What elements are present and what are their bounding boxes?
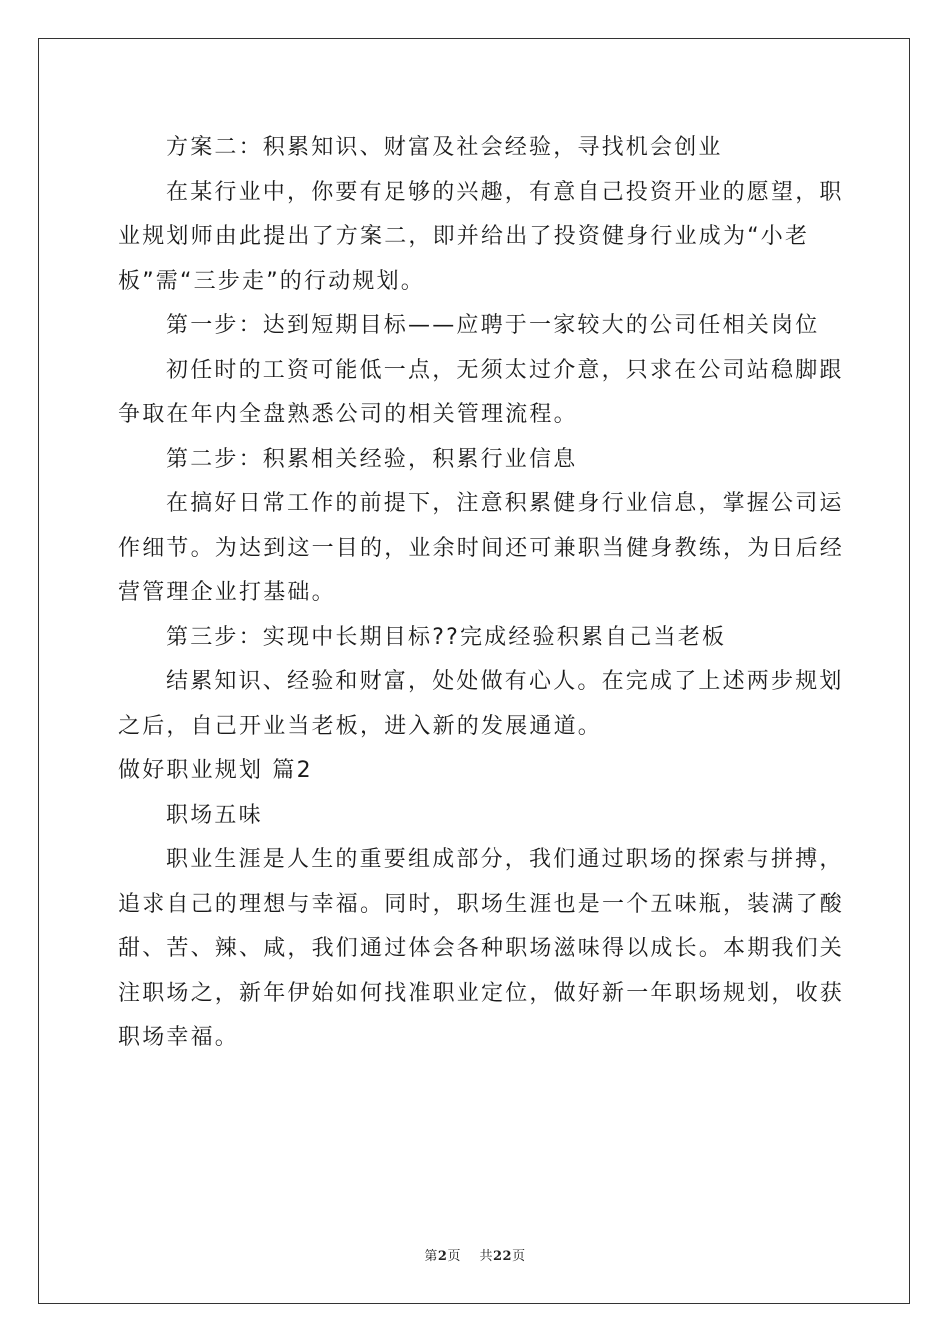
paragraph-line: 第一步：达到短期目标——应聘于一家较大的公司任相关岗位 [166, 313, 820, 338]
paragraph-line: 职场幸福。 [118, 1025, 240, 1050]
document-body [118, 126, 845, 1061]
page-suffix: 页 [447, 1249, 461, 1264]
paragraph-line: 方案二：积累知识、财富及社会经验，寻找机会创业 [166, 135, 723, 160]
paragraph-line: 板”需“三步走”的行动规划。 [118, 268, 425, 294]
paragraph-line: 追求自己的理想与幸福。同时，职场生涯也是一个五味瓶，装满了酸 [118, 891, 845, 917]
paragraph-line: 在搞好日常工作的前提下，注意积累健身行业信息，掌握公司运 [166, 491, 844, 516]
paragraph-line: 营管理企业打基础。 [118, 580, 336, 605]
page-number: 2 [437, 1249, 448, 1264]
paragraph-line: 争取在年内全盘熟悉公司的相关管理流程。 [118, 402, 578, 427]
paragraph-line: 初任时的工资可能低一点，无须太过介意，只求在公司站稳脚跟 [166, 357, 844, 383]
paragraph-line: 之后，自己开业当老板，进入新的发展通道。 [118, 713, 603, 739]
paragraph-line: 结累知识、经验和财富，处处做有心人。在完成了上述两步规划 [166, 669, 844, 694]
paragraph-line: 职业生涯是人生的重要组成部分，我们通过职场的探索与拼搏， [166, 847, 844, 872]
subsection-heading: 职场五味 [166, 802, 263, 828]
total-pages: 22 [493, 1249, 513, 1264]
paragraph-line: 第二步：积累相关经验，积累行业信息 [166, 446, 578, 472]
paragraph-line: 第三步：实现中长期目标??完成经验积累自己当老板 [166, 624, 727, 650]
section-heading: 做好职业规划 篇2 [118, 758, 313, 783]
paragraph-line: 甜、苦、辣、咸，我们通过体会各种职场滋味得以成长。本期我们关 [118, 936, 845, 961]
paragraph-line: 注职场之，新年伊始如何找准职业定位，做好新一年职场规划，收获 [118, 980, 845, 1006]
page-footer [0, 1245, 950, 1264]
paragraph-line: 业规划师由此提出了方案二，即并给出了投资健身行业成为“小老 [118, 224, 810, 249]
total-suffix: 页 [512, 1249, 526, 1264]
total-prefix: 共 [479, 1249, 493, 1264]
page-prefix: 第 [424, 1249, 438, 1264]
paragraph-line: 作细节。为达到这一目的，业余时间还可兼职当健身教练，为日后经 [118, 535, 845, 561]
paragraph-line: 在某行业中，你要有足够的兴趣，有意自己投资开业的愿望，职 [166, 179, 844, 205]
